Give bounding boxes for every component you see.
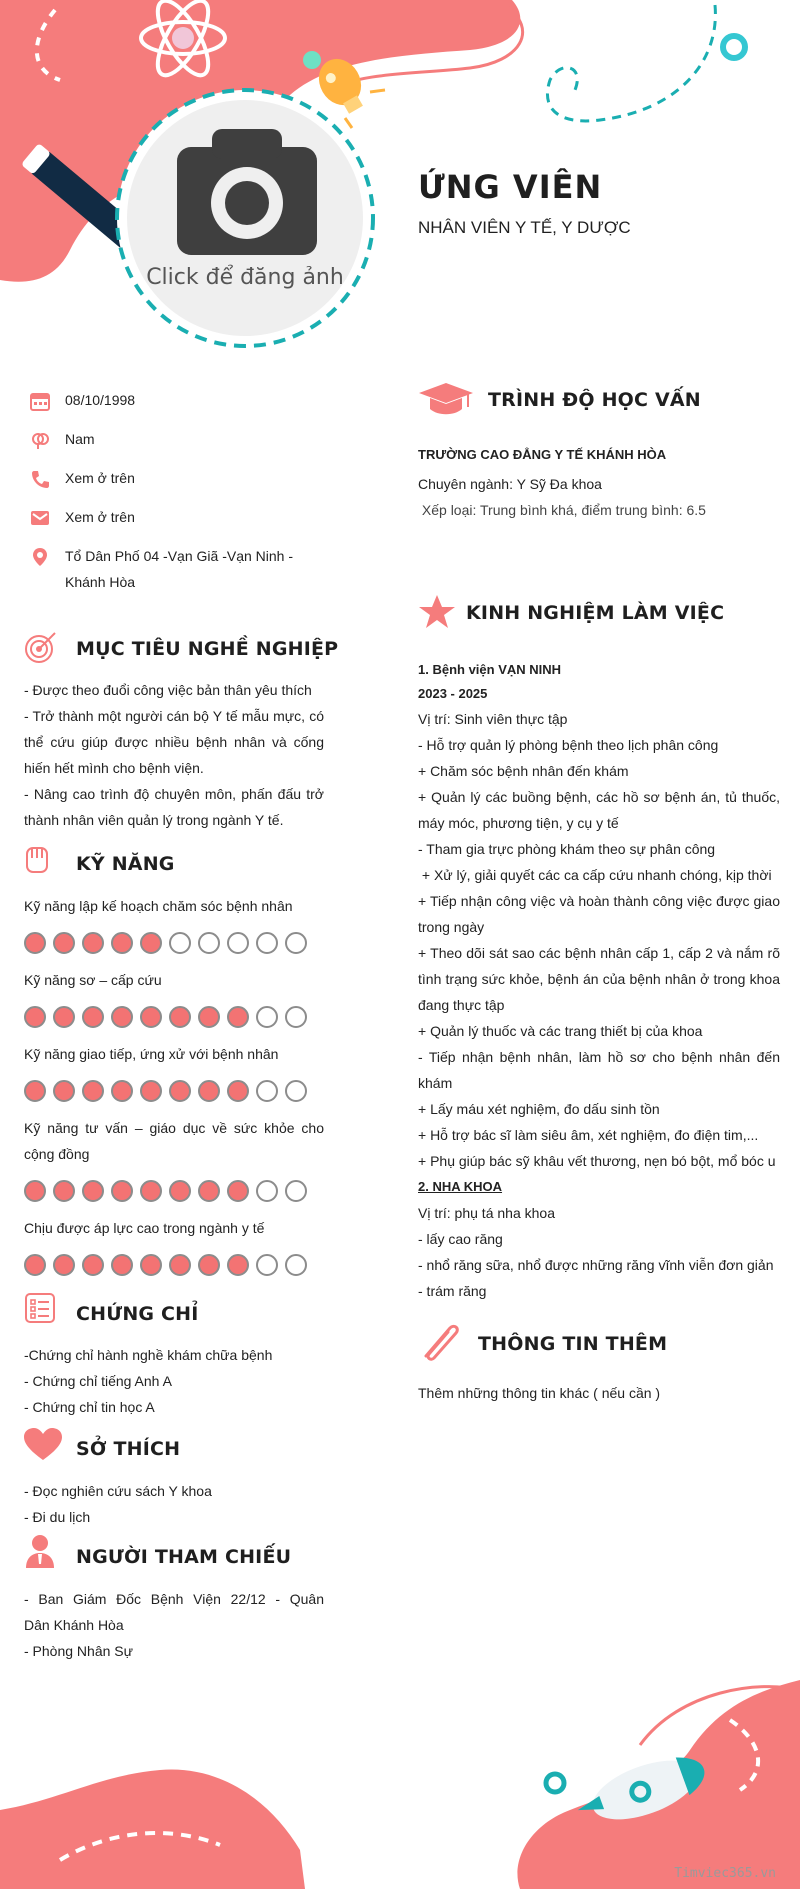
calendar-icon	[30, 391, 50, 411]
email-value: Xem ở trên	[65, 509, 135, 525]
skill-rating	[24, 1080, 314, 1106]
skills-title: KỸ NĂNG	[76, 853, 175, 875]
rating-dot-empty	[285, 1006, 307, 1028]
certificates-body	[24, 1342, 324, 1420]
objective-line: - Trở thành một người cán bộ Y tế mẫu mực, có thể cứu giúp được nhiều bệnh nhân và cống hiến hết mình cho bệnh viện.	[24, 708, 324, 776]
job-duties	[418, 732, 780, 1174]
rating-dot-filled	[227, 1180, 249, 1202]
teal-ring	[723, 36, 745, 58]
skill-label: Kỹ năng lập kế hoạch chăm sóc bệnh nhân	[24, 898, 293, 914]
job-role: Vị trí: phụ tá nha khoa	[418, 1205, 555, 1221]
objective-line: - Nâng cao trình độ chuyên môn, phấn đấu trở thành nhân viên quản lý trong ngành Y tế.	[24, 786, 324, 828]
rating-dot-empty	[169, 932, 191, 954]
rating-dot-filled	[227, 1080, 249, 1102]
extra-text: Thêm những thông tin khác ( nếu cần )	[418, 1385, 661, 1401]
certificate-item: - Chứng chỉ tin học A	[24, 1399, 155, 1415]
extra-title: THÔNG TIN THÊM	[478, 1333, 668, 1355]
rating-dot-filled	[140, 1080, 162, 1102]
rating-dot-filled	[82, 1006, 104, 1028]
hobby-item: - Đi du lịch	[24, 1509, 91, 1525]
skill-rating	[24, 1180, 314, 1206]
job-role: Vị trí: Sinh viên thực tập	[418, 711, 568, 727]
rating-dot-empty	[256, 932, 278, 954]
job-duty: + Phụ giúp bác sỹ khâu vết thương, nẹn bó bột, mổ bóc u	[418, 1153, 776, 1169]
rating-dot-filled	[82, 932, 104, 954]
candidate-position: NHÂN VIÊN Y TẾ, Y DƯỢC	[418, 218, 631, 237]
watermark: Timviec365.vn	[674, 1866, 776, 1881]
experience-job1	[418, 658, 780, 1304]
photo-upload[interactable]	[145, 125, 345, 315]
skill-rating	[24, 1254, 314, 1280]
email-icon	[30, 508, 50, 528]
skill-label: Chịu được áp lực cao trong ngành y tế	[24, 1220, 265, 1236]
rating-dot-filled	[198, 1006, 220, 1028]
references-body	[24, 1586, 352, 1664]
rating-dot-empty	[285, 1180, 307, 1202]
rating-dot-filled	[140, 1254, 162, 1276]
skill-label: Kỹ năng giao tiếp, ứng xử với bệnh nhân	[24, 1046, 279, 1062]
skill-rating	[24, 932, 314, 958]
rating-dot-empty	[256, 1006, 278, 1028]
rating-dot-filled	[24, 1006, 46, 1028]
rating-dot-filled	[198, 1080, 220, 1102]
bottom-blob	[0, 1770, 305, 1889]
checklist-icon	[24, 1292, 56, 1324]
rating-dot-filled	[140, 1180, 162, 1202]
rating-dot-filled	[24, 1080, 46, 1102]
education-grade: Xếp loại: Trung bình khá, điểm trung bình: 6.5	[418, 502, 706, 518]
rating-dot-empty	[285, 932, 307, 954]
rating-dot-filled	[140, 932, 162, 954]
education-school: TRƯỜNG CAO ĐẲNG Y TẾ KHÁNH HÒA	[418, 447, 667, 462]
rating-dot-filled	[227, 1254, 249, 1276]
candidate-name: ỨNG VIÊN	[418, 168, 603, 206]
certificates-title: CHỨNG CHỈ	[76, 1303, 199, 1325]
rating-dot-filled	[169, 1080, 191, 1102]
job-duty: + Quản lý thuốc và các trang thiết bị của khoa	[418, 1023, 703, 1039]
rating-dot-filled	[169, 1006, 191, 1028]
rating-dot-filled	[140, 1006, 162, 1028]
fist-icon	[24, 844, 50, 876]
rating-dot-empty	[256, 1254, 278, 1276]
skill-label: Kỹ năng tư vấn – giáo dục về sức khỏe cho cộng đồng	[24, 1120, 324, 1162]
rating-dot-filled	[53, 1180, 75, 1202]
references-title: NGƯỜI THAM CHIẾU	[76, 1546, 292, 1568]
reference-item: - Ban Giám Đốc Bệnh Viện 22/12 - Quân Dân Khánh Hòa	[24, 1591, 352, 1633]
education-major: Chuyên ngành: Y Sỹ Đa khoa	[418, 476, 602, 492]
job-duty: - lấy cao răng	[418, 1231, 503, 1247]
job-duty: - Hỗ trợ quản lý phòng bệnh theo lịch phân công	[418, 737, 719, 753]
rating-dot-filled	[24, 1180, 46, 1202]
education-title: TRÌNH ĐỘ HỌC VẤN	[488, 389, 701, 411]
rating-dot-filled	[111, 1006, 133, 1028]
objective-body	[24, 677, 324, 833]
job-duty: - trám răng	[418, 1283, 487, 1299]
rating-dot-filled	[111, 1080, 133, 1102]
rating-dot-filled	[111, 1254, 133, 1276]
objective-line: - Được theo đuổi công việc bản thân yêu thích	[24, 682, 312, 698]
rating-dot-empty	[285, 1254, 307, 1276]
job-duty: + Quản lý các buồng bệnh, các hồ sơ bệnh án, tủ thuốc, máy móc, phương tiện, y cụ y tế	[418, 789, 780, 831]
job-duty: + Theo dõi sát sao các bệnh nhân cấp 1, cấp 2 và nắm rõ tình trạng sức khỏe, bệnh án của bệnh nhân ở trong khoa đang thực tập	[418, 945, 780, 1013]
reference-item: - Phòng Nhân Sự	[24, 1643, 133, 1659]
photo-caption: Click để đăng ảnh	[146, 265, 344, 290]
rating-dot-filled	[82, 1254, 104, 1276]
rating-dot-filled	[169, 1180, 191, 1202]
rating-dot-filled	[198, 1180, 220, 1202]
job-duty: + Hỗ trợ bác sĩ làm siêu âm, xét nghiệm, đo điện tim,...	[418, 1127, 759, 1143]
rating-dot-empty	[198, 932, 220, 954]
job-company: 1. Bệnh viện VẠN NINH	[418, 662, 562, 677]
hobbies-body	[24, 1478, 324, 1530]
rating-dot-filled	[53, 1080, 75, 1102]
heart-icon	[24, 1428, 62, 1462]
rating-dot-filled	[53, 932, 75, 954]
rating-dot-filled	[169, 1254, 191, 1276]
graduation-cap-icon	[418, 381, 474, 417]
job-duty: + Lấy máu xét nghiệm, đo dấu sinh tồn	[418, 1101, 660, 1117]
teal-dashed-curve	[547, 5, 715, 121]
phone-value: Xem ở trên	[65, 470, 135, 486]
skill-label: Kỹ năng sơ – cấp cứu	[24, 972, 162, 988]
job-period: 2023 - 2025	[418, 686, 488, 701]
hobby-item: - Đọc nghiên cứu sách Y khoa	[24, 1483, 212, 1499]
rating-dot-filled	[53, 1006, 75, 1028]
job-duty: - Tiếp nhận bệnh nhân, làm hồ sơ cho bệnh nhân đến khám	[418, 1049, 780, 1091]
rating-dot-filled	[198, 1254, 220, 1276]
certificate-item: - Chứng chỉ tiếng Anh A	[24, 1373, 172, 1389]
skill-rating	[24, 1006, 314, 1032]
rating-dot-filled	[82, 1180, 104, 1202]
job-duty: - Tham gia trực phòng khám theo sự phân công	[418, 841, 716, 857]
certificate-item: -Chứng chỉ hành nghề khám chữa bệnh	[24, 1347, 273, 1363]
rating-dot-filled	[24, 932, 46, 954]
rating-dot-empty	[256, 1080, 278, 1102]
hobbies-title: SỞ THÍCH	[76, 1438, 181, 1460]
objective-title: MỤC TIÊU NGHỀ NGHIỆP	[76, 638, 339, 660]
gender-icon	[30, 430, 50, 450]
camera-icon	[167, 125, 327, 265]
phone-icon	[30, 469, 50, 489]
rating-dot-empty	[227, 932, 249, 954]
gender-value: Nam	[65, 431, 95, 447]
rating-dot-filled	[82, 1080, 104, 1102]
rating-dot-filled	[111, 1180, 133, 1202]
paperclip-icon	[418, 1320, 462, 1362]
job-duty: + Xử lý, giải quyết các ca cấp cứu nhanh chóng, kịp thời	[418, 867, 772, 883]
job-duty: + Chăm sóc bệnh nhân đến khám	[418, 763, 629, 779]
rating-dot-filled	[53, 1254, 75, 1276]
rating-dot-filled	[227, 1006, 249, 1028]
person-icon	[24, 1534, 56, 1568]
rating-dot-empty	[285, 1080, 307, 1102]
star-icon	[418, 594, 456, 630]
location-pin-icon	[30, 547, 50, 567]
rating-dot-filled	[111, 932, 133, 954]
address-value: Tổ Dân Phố 04 -Vạn Giã -Vạn Ninh - Khánh Hòa	[65, 548, 294, 590]
job-duty: - nhổ răng sữa, nhổ được những răng vĩnh viễn đơn giản	[418, 1257, 774, 1273]
rating-dot-filled	[24, 1254, 46, 1276]
rating-dot-empty	[256, 1180, 278, 1202]
job-duty: + Tiếp nhận công việc và hoàn thành công việc được giao trong ngày	[418, 893, 780, 935]
target-icon	[24, 630, 58, 664]
experience-title: KINH NGHIỆM LÀM VIỆC	[466, 602, 725, 624]
job-company: 2. NHA KHOA	[418, 1179, 503, 1194]
dob-value: 08/10/1998	[65, 392, 136, 408]
